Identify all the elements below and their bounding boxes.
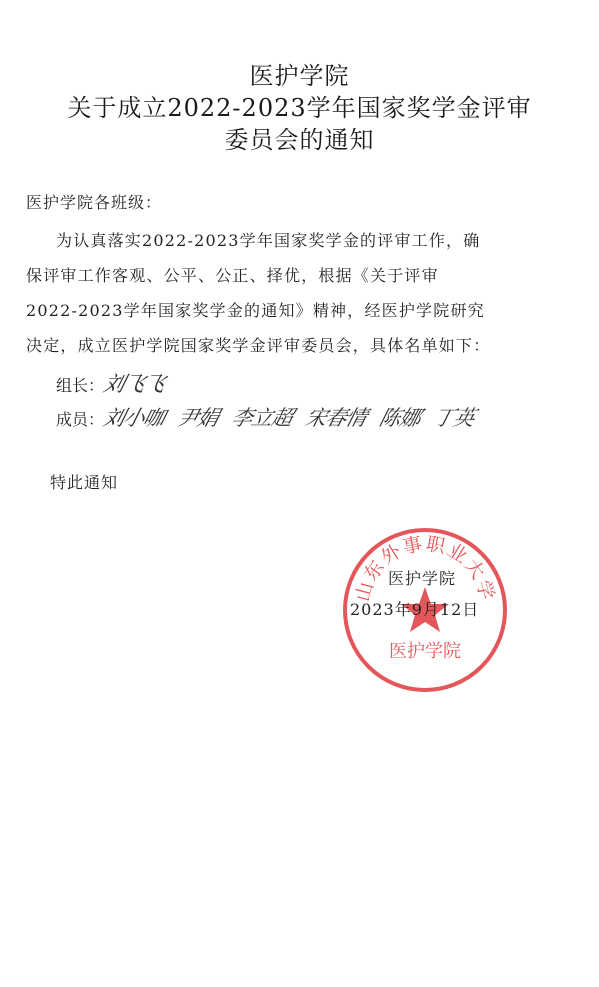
members-label: 成员：: [56, 410, 105, 429]
member-signature: 陈娜: [376, 406, 423, 430]
paragraph-line: 保评审工作客观、公平、公正、择优，根据《关于评审: [26, 266, 439, 285]
closing-remark: 特此通知: [50, 473, 119, 492]
seal-inner-text: 医护学院: [389, 641, 461, 662]
member-signature: 宋春情: [302, 406, 369, 430]
member-signature: 尹娟: [174, 406, 221, 430]
signoff-date: 2023年9月12日: [350, 600, 480, 619]
leader-signature: 刘飞飞: [100, 372, 167, 396]
salutation: 医护学院各班级：: [26, 193, 163, 212]
paragraph-line: 决定，成立医护学院国家奖学金评审委员会，具体名单如下：: [26, 336, 491, 355]
title-line-2: 关于成立2022-2023学年国家奖学金评审: [67, 94, 532, 122]
leader-row: [56, 368, 167, 398]
paragraph-line: 为认真落实2022-2023学年国家奖学金的评审工作，确: [56, 231, 481, 250]
members-row: [56, 402, 477, 432]
seal-outer-text: 山东外事职业大学: [351, 532, 499, 604]
title-line-3: 委员会的通知: [224, 126, 375, 154]
signoff-org: 医护学院: [388, 569, 457, 588]
member-signature: 刘小咖: [100, 406, 167, 430]
title-line-1: 医护学院: [249, 62, 350, 90]
leader-label: 组长：: [56, 376, 105, 395]
member-signature: 丁英: [430, 406, 477, 430]
paragraph-line: 2022-2023学年国家奖学金的通知》精神，经医护学院研究: [26, 301, 485, 320]
member-signature: 李立超: [228, 406, 295, 430]
